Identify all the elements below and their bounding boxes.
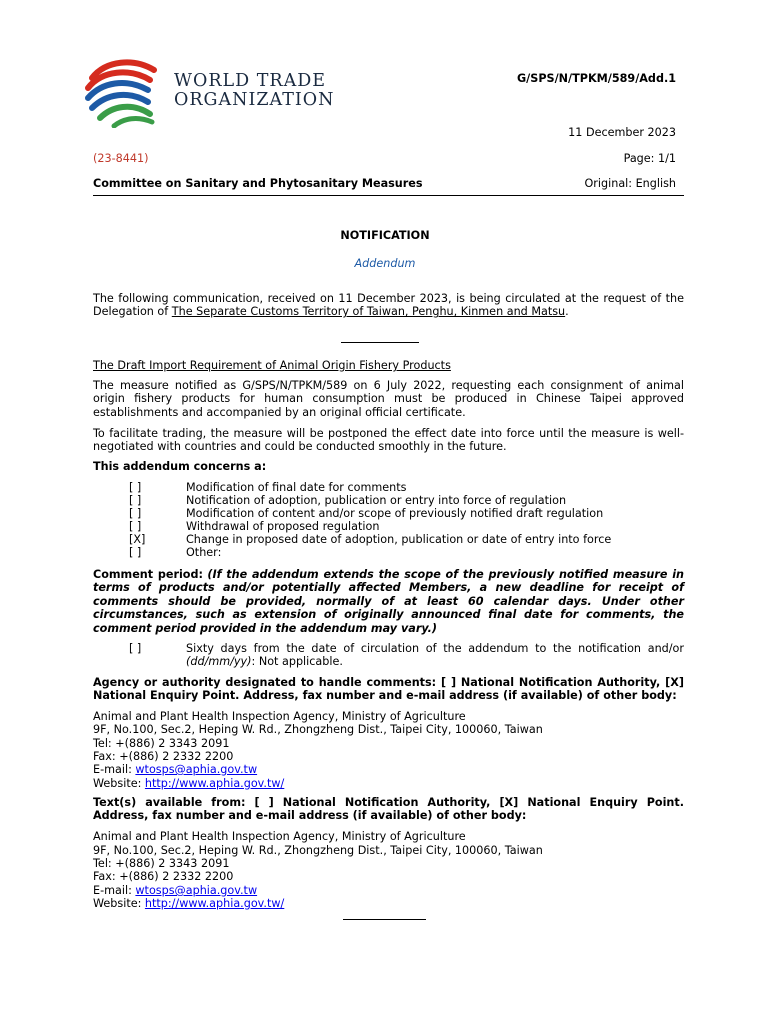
email-label: E-mail:	[93, 884, 136, 897]
original-language: Original: English	[584, 177, 676, 190]
checkbox-withdrawal: [ ]	[129, 520, 142, 533]
checkbox-adoption: [ ]	[129, 494, 142, 507]
concern-label: Modification of content and/or scope of previously notified draft regulation	[186, 507, 604, 520]
page-title: NOTIFICATION	[340, 229, 430, 242]
concern-label: Withdrawal of proposed regulation	[186, 520, 380, 533]
section-divider	[341, 342, 419, 343]
page-subtitle: Addendum	[354, 257, 416, 270]
texts-agency-tel: Tel: +(886) 2 3343 2091	[93, 857, 230, 870]
comment-period-text: (If the addendum extends the scope of the previously notified measure in terms of products and/or potentially affected Members, a new deadline for receipt of comments should be provided, normally of at least 60 calendar days. Under other circumstances, such as extension of originally announced final date for comments, the comment period provided in the addendum may vary.)	[93, 568, 684, 635]
measure-description: The measure notified as G/SPS/N/TPKM/589 on 6 July 2022, requesting each consignment of animal origin fishery products for human consumption must be produced in Chinese Taipei approved establishments and accompanied by an original official certificate.	[93, 379, 684, 419]
concern-label: Change in proposed date of adoption, publication or date of entry into force	[186, 533, 612, 546]
date-format: (dd/mm/yy)	[186, 655, 252, 669]
texts-agency-fax: Fax: +(886) 2 2332 2200	[93, 870, 234, 883]
checkbox-other: [ ]	[129, 546, 142, 559]
email-link[interactable]: wtosps@aphia.gov.tw	[135, 884, 258, 897]
committee-name: Committee on Sanitary and Phytosanitary Measures	[93, 177, 423, 190]
concerns-heading: This addendum concerns a:	[93, 460, 267, 473]
website-label: Website:	[93, 777, 145, 790]
document-symbol: G/SPS/N/TPKM/589/Add.1	[517, 72, 676, 85]
texts-heading: Text(s) available from: [ ] National Notification Authority, [X] National Enquiry Point. Address, fax number and e-mail address (if available) of other body:	[93, 796, 684, 823]
texts-agency-name: Animal and Plant Health Inspection Agency, Ministry of Agriculture	[93, 830, 466, 843]
website-link[interactable]: http://www.aphia.gov.tw/	[144, 777, 285, 790]
comment-option-tail: : Not applicable.	[251, 655, 343, 669]
texts-website-line	[93, 897, 284, 910]
texts-email-line	[93, 884, 257, 897]
wto-logo-icon	[84, 56, 164, 128]
org-line-2: ORGANIZATION	[174, 90, 335, 110]
measure-postponement: To facilitate trading, the measure will be postponed the effect date into force until the measure is well-negotiated with countries and could be conducted smoothly in the future.	[93, 427, 684, 454]
intro-text: The following communication, received on 11 December 2023, is being circulated at the request of the Delegation of	[93, 292, 684, 319]
comment-option	[186, 642, 684, 669]
agency-address: 9F, No.100, Sec.2, Heping W. Rd., Zhongzheng Dist., Taipei City, 100060, Taiwan	[93, 723, 543, 736]
page-number: Page: 1/1	[623, 152, 676, 165]
agency-heading: Agency or authority designated to handle comments: [ ] National Notification Authority, [X] National Enquiry Point. Address, fax number and e-mail address (if available) of other body:	[93, 676, 684, 703]
texts-agency-address: 9F, No.100, Sec.2, Heping W. Rd., Zhongzheng Dist., Taipei City, 100060, Taiwan	[93, 844, 543, 857]
comment-period	[93, 568, 684, 635]
checkbox-final-date: [ ]	[129, 481, 142, 494]
website-label: Website:	[93, 897, 145, 910]
comment-option-text: Sixty days from the date of circulation of the addendum to the notification and/or	[186, 642, 684, 655]
email-link[interactable]: wtosps@aphia.gov.tw	[135, 763, 258, 776]
concern-label: Notification of adoption, publication or entry into force of regulation	[186, 494, 567, 507]
agency-website-line	[93, 777, 284, 790]
checkbox-date-change: [X]	[129, 533, 146, 546]
comment-period-label: Comment period:	[93, 568, 203, 581]
website-link[interactable]: http://www.aphia.gov.tw/	[144, 897, 285, 910]
agency-tel: Tel: +(886) 2 3343 2091	[93, 737, 230, 750]
email-label: E-mail:	[93, 763, 136, 776]
document-date: 11 December 2023	[568, 126, 676, 139]
concern-label: Modification of final date for comments	[186, 481, 407, 494]
header-divider	[93, 195, 684, 196]
checkbox-content: [ ]	[129, 507, 142, 520]
org-line-1: WORLD TRADE	[174, 71, 327, 91]
concern-label: Other:	[186, 546, 222, 559]
agency-name: Animal and Plant Health Inspection Agency, Ministry of Agriculture	[93, 710, 466, 723]
agency-email-line	[93, 763, 257, 776]
intro-end: .	[565, 305, 569, 319]
measure-title: The Draft Import Requirement of Animal Origin Fishery Products	[93, 359, 451, 372]
reference-number: (23-8441)	[93, 152, 149, 165]
organization-name	[174, 72, 334, 110]
delegation-name: The Separate Customs Territory of Taiwan, Penghu, Kinmen and Matsu	[171, 305, 566, 319]
agency-fax: Fax: +(886) 2 2332 2200	[93, 750, 234, 763]
intro-paragraph	[93, 292, 684, 319]
checkbox-sixty-days: [ ]	[129, 642, 142, 655]
end-divider	[343, 919, 426, 920]
